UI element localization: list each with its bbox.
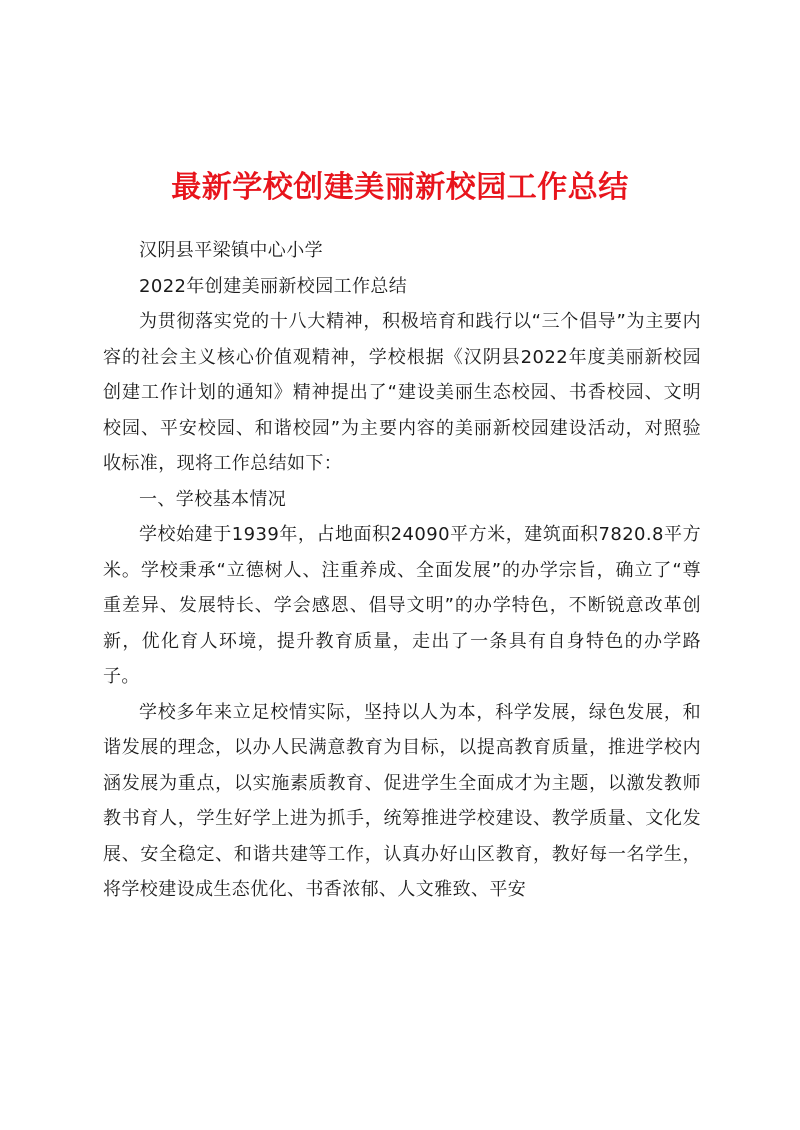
school-history-paragraph: 学校始建于1939年，占地面积24090平方米，建筑面积7820.8平方米。学校秉承“立德树人、注重养成、全面发展”的办学宗旨，确立了“尊重差异、发展特长、学会感恩、倡导文明”的办学特色，不断锐意改革创新，优化育人环境，提升教育质量，走出了一条具有自身特色的办学路子。 [103,524,701,687]
school-development-paragraph: 学校多年来立足校情实际，坚持以人为本，科学发展，绿色发展，和谐发展的理念，以办人民满意教育为目标，以提高教育质量，推进学校内涵发展为重点，以实施素质教育、促进学生全面成才为主题，以激发教师教书育人，学生好学上进为抓手，统筹推进学校建设、教学质量、文化发展、安全稳定、和谐共建等工作，认真办好山区教育，教好每一名学生，将学校建设成生态优化、书香浓郁、人文雅致、平安 [103,701,701,900]
school-name-line: 汉阴县平梁镇中心小学 [139,240,323,261]
document-title: 最新学校创建美丽新校园工作总结 [171,170,629,205]
document-body [103,233,701,908]
section-heading-basic-info: 一、学校基本情况 [139,488,287,510]
report-subtitle: 2022年创建美丽新校园工作总结 [139,275,408,297]
intro-paragraph: 为贯彻落实党的十八大精神，积极培育和践行以“三个倡导”为主要内容的社会主义核心价值观精神，学校根据《汉阴县2022年度美丽新校园创建工作计划的通知》精神提出了“建设美丽生态校园、书香校园、文明校园、平安校园、和谐校园”为主要内容的美丽新校园建设活动，对照验收标准，现将工作总结如下： [103,311,701,474]
